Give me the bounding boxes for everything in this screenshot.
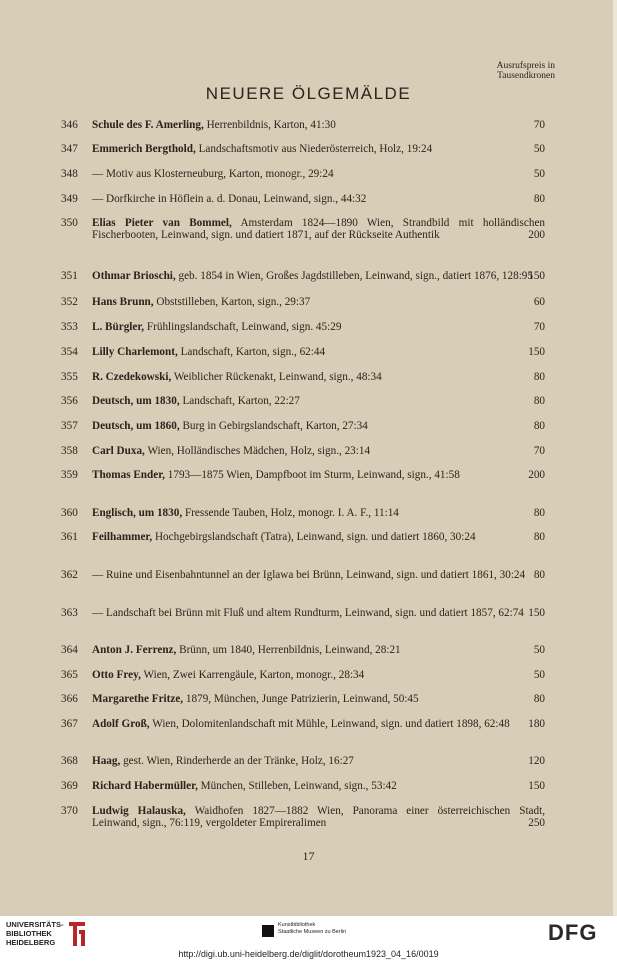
catalog-entry — [61, 420, 545, 432]
artist-name: L. Bürgler, — [92, 321, 145, 333]
estimate-price: 80 — [533, 531, 545, 543]
lot-number: 348 — [61, 168, 78, 180]
lot-number: 346 — [61, 119, 78, 131]
kb-line1: Kunstbibliothek — [278, 922, 316, 928]
estimate-price: 250 — [528, 817, 545, 830]
estimate-price: 80 — [533, 420, 545, 432]
heidelberg-library-logo[interactable] — [6, 920, 64, 947]
lot-number: 366 — [61, 693, 78, 705]
estimate-price: 50 — [533, 143, 545, 155]
lot-description — [92, 718, 545, 730]
catalog-entry — [61, 644, 545, 656]
lot-number: 347 — [61, 143, 78, 155]
artist-name: Anton J. Ferrenz, — [92, 644, 177, 656]
lot-description — [92, 669, 545, 681]
dfg-logo[interactable]: DFG — [548, 920, 598, 945]
lot-description — [92, 371, 545, 383]
lot-description — [92, 321, 545, 333]
lot-number: 357 — [61, 420, 78, 432]
artist-name: Adolf Groß, — [92, 718, 150, 730]
artwork-details: — Landschaft bei Brünn mit Fluß und altem Rundturm, Leinwand, sign. und datiert 1857, 62:74 — [92, 607, 524, 619]
catalog-entry — [61, 217, 545, 241]
heidelberg-mark-icon — [66, 920, 88, 948]
artist-name: Haag, — [92, 755, 121, 767]
catalog-entry — [61, 669, 545, 681]
source-url-link[interactable]: http://digi.ub.uni-heidelberg.de/diglit/dorotheum1923_04_16/0019 — [178, 949, 439, 959]
digitization-footer — [0, 916, 617, 963]
catalog-entry — [61, 805, 545, 829]
estimate-price: 150 — [528, 346, 545, 358]
catalog-entry — [61, 780, 545, 792]
catalog-entry — [61, 469, 545, 481]
section-title: NEUERE ÖLGEMÄLDE — [205, 84, 412, 103]
price-column-header — [497, 61, 555, 81]
lot-number: 361 — [61, 531, 78, 543]
estimate-price: 120 — [528, 755, 545, 767]
artist-name: Deutsch, um 1860, — [92, 420, 180, 432]
lot-number: 359 — [61, 469, 78, 481]
estimate-price: 80 — [533, 507, 545, 519]
artwork-details: — Dorfkirche in Höflein a. d. Donau, Leinwand, sign., 44:32 — [92, 193, 367, 205]
artist-name: Deutsch, um 1830, — [92, 395, 180, 407]
artwork-details: Wien, Holländisches Mädchen, Holz, sign., 23:14 — [144, 445, 371, 457]
catalog-entry — [61, 321, 545, 333]
estimate-price: 150 — [528, 780, 545, 792]
lot-description — [92, 531, 545, 543]
price-header-line1: Ausrufspreis in — [496, 61, 555, 71]
lot-number: 367 — [61, 718, 78, 730]
lot-number: 354 — [61, 346, 78, 358]
estimate-price: 80 — [533, 693, 545, 705]
artist-name: Thomas Ender, — [92, 469, 165, 481]
catalog-entry — [61, 445, 545, 457]
lot-description — [92, 445, 545, 457]
artist-name: Richard Habermüller, — [92, 780, 198, 792]
catalog-entry — [61, 296, 545, 308]
artist-name: Emmerich Bergthold, — [92, 143, 196, 155]
lot-description — [92, 420, 545, 432]
lot-number: 351 — [61, 270, 78, 282]
artwork-details: Hochgebirgslandschaft (Tatra), Leinwand, sign. und datiert 1860, 30:24 — [152, 531, 476, 543]
lot-number: 352 — [61, 296, 78, 308]
artist-name: Englisch, um 1830, — [92, 507, 183, 519]
catalog-entry — [61, 507, 545, 519]
catalog-entry — [61, 718, 545, 730]
kunstbibliothek-logo[interactable] — [278, 922, 346, 936]
page-number: 17 — [302, 849, 315, 863]
lot-description — [92, 693, 545, 705]
lot-number: 370 — [61, 805, 78, 817]
lot-number: 369 — [61, 780, 78, 792]
artwork-details: geb. 1854 in Wien, Großes Jagdstilleben, Leinwand, sign., datiert 1876, 128:95 — [175, 270, 533, 282]
lot-description — [92, 507, 545, 519]
catalog-entry — [61, 693, 545, 705]
lot-number: 353 — [61, 321, 78, 333]
estimate-price: 70 — [533, 445, 545, 457]
artwork-details: Amsterdam 1824—1890 Wien, Strandbild mit holländischen Fischerbooten, Leinwand, sign. und datiert 1871, auf der Rückseite Authentik — [92, 217, 545, 242]
estimate-price: 150 — [528, 270, 545, 282]
artwork-details: Waidhofen 1827—1882 Wien, Panorama einer österreichischen Stadt, Leinwand, sign., 76:119, vergoldeter Empireralimen — [92, 805, 546, 830]
artist-name: Ludwig Halauska, — [92, 805, 186, 817]
artwork-details: Brünn, um 1840, Herrenbildnis, Leinwand, 28:21 — [176, 644, 401, 656]
lot-description — [92, 270, 545, 282]
artist-name: Carl Duxa, — [92, 445, 145, 457]
catalog-entry — [61, 371, 545, 383]
uni-logo-line1: UNIVERSITÄTS- — [6, 920, 64, 929]
lot-description — [92, 346, 545, 358]
lot-number: 362 — [61, 569, 78, 581]
catalog-entry — [61, 143, 545, 155]
artwork-details: Burg in Gebirgslandschaft, Karton, 27:34 — [179, 420, 368, 432]
artwork-details: Weiblicher Rückenakt, Leinwand, sign., 48:34 — [171, 371, 382, 383]
lot-description — [92, 193, 545, 205]
lot-number: 360 — [61, 507, 78, 519]
estimate-price: 50 — [533, 644, 545, 656]
estimate-price: 80 — [533, 193, 545, 205]
artwork-details: Wien, Zwei Karrengäule, Karton, monogr., 28:34 — [140, 669, 365, 681]
estimate-price: 80 — [533, 569, 545, 581]
artist-name: Lilly Charlemont, — [92, 346, 178, 358]
lot-number: 349 — [61, 193, 78, 205]
artwork-details: Landschaftsmotiv aus Niederösterreich, Holz, 19:24 — [195, 143, 433, 155]
lot-description — [92, 143, 545, 155]
artwork-details: Wien, Dolomitenlandschaft mit Mühle, Leinwand, sign. und datiert 1898, 62:48 — [149, 718, 510, 730]
catalog-entry — [61, 607, 545, 619]
catalog-entry — [61, 569, 545, 581]
catalog-entry — [61, 531, 545, 543]
lot-number: 356 — [61, 395, 78, 407]
lot-description — [92, 119, 545, 131]
lot-description — [92, 168, 545, 180]
artwork-details: Landschaft, Karton, sign., 62:44 — [177, 346, 326, 358]
lot-description — [92, 469, 545, 481]
lot-number: 365 — [61, 669, 78, 681]
uni-logo-line2: BIBLIOTHEK — [6, 929, 52, 938]
price-header-line2: Tausendkronen — [497, 71, 555, 81]
lot-number: 358 — [61, 445, 78, 457]
page-edge — [613, 0, 617, 916]
lot-number: 368 — [61, 755, 78, 767]
artist-name: Elias Pieter van Bommel, — [92, 217, 232, 229]
lot-description — [92, 569, 545, 581]
lot-description — [92, 805, 545, 829]
artist-name: Othmar Brioschi, — [92, 270, 176, 282]
artwork-details: 1793—1875 Wien, Dampfboot im Sturm, Leinwand, sign., 41:58 — [164, 469, 460, 481]
artwork-details: Obststilleben, Karton, sign., 29:37 — [153, 296, 311, 308]
lot-description — [92, 644, 545, 656]
artwork-details: München, Stilleben, Leinwand, sign., 53:42 — [197, 780, 397, 792]
catalog-entry — [61, 755, 545, 767]
artwork-details: — Ruine und Eisenbahntunnel an der Iglawa bei Brünn, Leinwand, sign. und datiert 1861, 30:24 — [92, 569, 526, 581]
artist-name: Hans Brunn, — [92, 296, 154, 308]
estimate-price: 50 — [533, 168, 545, 180]
estimate-price: 80 — [533, 371, 545, 383]
estimate-price: 70 — [533, 321, 545, 333]
kb-line2: Staatliche Museen zu Berlin — [278, 929, 347, 935]
catalog-entry — [61, 270, 545, 282]
artist-name: Schule des F. Amerling, — [92, 119, 204, 131]
lot-description — [92, 780, 545, 792]
lot-description — [92, 607, 545, 619]
catalog-entry — [61, 395, 545, 407]
lot-description — [92, 217, 545, 241]
estimate-price: 150 — [528, 607, 545, 619]
estimate-price: 60 — [533, 296, 545, 308]
artwork-details: — Motiv aus Klosterneuburg, Karton, monogr., 29:24 — [92, 168, 334, 180]
estimate-price: 50 — [533, 669, 545, 681]
artwork-details: Herrenbildnis, Karton, 41:30 — [203, 119, 336, 131]
uni-logo-line3: HEIDELBERG — [6, 938, 56, 947]
catalog-entry — [61, 119, 545, 131]
artwork-details: Frühlingslandschaft, Leinwand, sign. 45:29 — [144, 321, 342, 333]
lot-number: 363 — [61, 607, 78, 619]
lot-number: 355 — [61, 371, 78, 383]
artwork-details: gest. Wien, Rinderherde an der Tränke, Holz, 16:27 — [120, 755, 354, 767]
lot-description — [92, 296, 545, 308]
artwork-details: Landschaft, Karton, 22:27 — [179, 395, 300, 407]
lot-description — [92, 395, 545, 407]
artist-name: Feilhammer, — [92, 531, 153, 543]
artist-name: Otto Frey, — [92, 669, 141, 681]
lot-number: 350 — [61, 217, 78, 229]
artist-name: R. Czedekowski, — [92, 371, 172, 383]
kunstbibliothek-logo-icon — [262, 925, 274, 937]
estimate-price: 200 — [528, 469, 545, 481]
lot-number: 364 — [61, 644, 78, 656]
estimate-price: 200 — [528, 229, 545, 242]
artist-name: Margarethe Fritze, — [92, 693, 184, 705]
estimate-price: 180 — [528, 718, 545, 730]
catalog-entry — [61, 346, 545, 358]
estimate-price: 80 — [533, 395, 545, 407]
artwork-details: Fressende Tauben, Holz, monogr. I. A. F., 11:14 — [182, 507, 399, 519]
catalog-entry — [61, 193, 545, 205]
lot-description — [92, 755, 545, 767]
estimate-price: 70 — [533, 119, 545, 131]
artwork-details: 1879, München, Junge Patrizierin, Leinwand, 50:45 — [183, 693, 419, 705]
catalog-entry — [61, 168, 545, 180]
